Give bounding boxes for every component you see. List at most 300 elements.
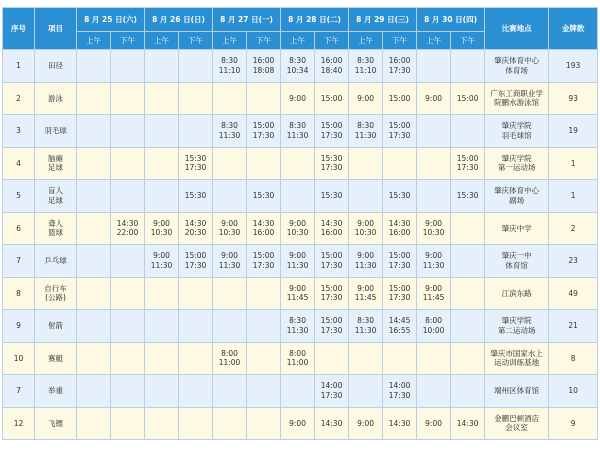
cell-line: 肇庆体育中心 <box>494 56 540 66</box>
cell-line: 足球 <box>48 163 63 173</box>
event-name <box>35 342 77 375</box>
event-name <box>35 147 77 180</box>
row-number: 12 <box>3 407 35 440</box>
row-number: 7 <box>3 375 35 408</box>
cell-line: 广东工商职业学 <box>490 88 543 98</box>
time-slot <box>77 180 111 213</box>
time-slot <box>247 82 281 115</box>
cell-line: 射箭 <box>48 321 63 331</box>
time-slot <box>213 147 247 180</box>
cell-line: 肇庆中学 <box>501 223 532 233</box>
time-slot <box>213 245 247 278</box>
venue <box>485 245 549 278</box>
time-slot <box>417 180 451 213</box>
venue <box>485 82 549 115</box>
time-slot <box>281 245 315 278</box>
cell-line: 足球 <box>48 195 63 205</box>
table-row <box>3 277 598 310</box>
time-slot <box>281 50 315 83</box>
header-venue: 比赛地点 <box>485 8 549 50</box>
time-slot <box>417 310 451 343</box>
table-row <box>3 180 598 213</box>
header-day: 8 月 30 日(四) <box>417 8 485 32</box>
medal-count: 193 <box>549 50 598 83</box>
cell-line: 14:30 <box>320 218 343 228</box>
time-slot <box>111 180 145 213</box>
time-slot <box>111 277 145 310</box>
cell-line: 肇庆学院 <box>501 316 532 326</box>
cell-line: 乒乓球 <box>44 256 67 266</box>
cell-line: 运动训练基地 <box>494 358 540 368</box>
time-slot <box>383 375 417 408</box>
cell-line: 9:00 <box>289 418 306 428</box>
time-slot <box>315 342 349 375</box>
time-slot <box>145 147 179 180</box>
time-slot <box>111 50 145 83</box>
time-slot <box>179 180 213 213</box>
time-slot <box>349 147 383 180</box>
time-slot <box>111 342 145 375</box>
medal-count: 9 <box>549 407 598 440</box>
time-slot <box>281 342 315 375</box>
time-slot <box>383 147 417 180</box>
cell-line: 15:30 <box>456 191 479 201</box>
time-slot <box>179 407 213 440</box>
cell-line: 15:00 <box>320 251 343 261</box>
time-slot <box>315 407 349 440</box>
competition-schedule-table <box>2 7 598 440</box>
time-slot <box>281 147 315 180</box>
cell-line: 9:00 <box>357 418 374 428</box>
table-body <box>3 50 598 440</box>
header-day: 8 月 27 日(一) <box>213 8 281 32</box>
event-name <box>35 375 77 408</box>
time-slot <box>451 180 485 213</box>
time-slot <box>383 407 417 440</box>
time-slot <box>179 212 213 245</box>
header-no: 序号 <box>3 8 35 50</box>
time-slot <box>281 277 315 310</box>
time-slot <box>315 245 349 278</box>
medal-count: 21 <box>549 310 598 343</box>
header-medals: 金牌数 <box>549 8 598 50</box>
time-slot <box>111 245 145 278</box>
time-slot <box>417 212 451 245</box>
cell-line: 15:00 <box>320 121 343 131</box>
cell-line: 16:00 <box>320 228 343 238</box>
medal-count: 1 <box>549 180 598 213</box>
time-slot <box>451 50 485 83</box>
header-pm: 下午 <box>383 32 417 50</box>
time-slot <box>77 212 111 245</box>
time-slot <box>179 115 213 148</box>
cell-line: 9:00 <box>425 283 442 293</box>
cell-line: 8:30 <box>221 56 238 66</box>
cell-line: 17:30 <box>320 390 343 400</box>
time-slot <box>451 115 485 148</box>
venue <box>485 212 549 245</box>
time-slot <box>315 277 349 310</box>
time-slot <box>281 82 315 115</box>
cell-line: 第一运动场 <box>497 163 536 173</box>
cell-line: 15:30 <box>320 191 343 201</box>
table-row <box>3 342 598 375</box>
header-day: 8 月 26 日(日) <box>145 8 213 32</box>
time-slot <box>213 407 247 440</box>
cell-line: 副场 <box>509 195 525 205</box>
time-slot <box>417 342 451 375</box>
cell-line: 17:30 <box>320 163 343 173</box>
time-slot <box>383 50 417 83</box>
venue <box>485 310 549 343</box>
row-number: 2 <box>3 82 35 115</box>
cell-line: 8:30 <box>357 316 374 326</box>
cell-line: 15:30 <box>184 191 207 201</box>
time-slot <box>315 310 349 343</box>
cell-line: 院鹏水游泳馆 <box>494 98 540 108</box>
cell-line: 飞镖 <box>48 418 63 428</box>
cell-line: 17:30 <box>320 260 343 270</box>
time-slot <box>213 277 247 310</box>
row-number: 8 <box>3 277 35 310</box>
cell-line: 17:30 <box>388 130 411 140</box>
cell-line: 16:00 <box>320 56 343 66</box>
time-slot <box>281 407 315 440</box>
row-number: 5 <box>3 180 35 213</box>
cell-line: 17:30 <box>184 260 207 270</box>
time-slot <box>247 147 281 180</box>
cell-line: 15:30 <box>388 191 411 201</box>
time-slot <box>145 82 179 115</box>
cell-line: 8:30 <box>289 56 306 66</box>
cell-line: 17:30 <box>388 293 411 303</box>
cell-line: 第二运动场 <box>497 325 536 335</box>
medal-count: 10 <box>549 375 598 408</box>
row-number: 7 <box>3 245 35 278</box>
time-slot <box>349 115 383 148</box>
cell-line: 11:30 <box>218 130 241 140</box>
cell-line: 9:00 <box>357 283 374 293</box>
time-slot <box>213 212 247 245</box>
cell-line: 14:30 <box>388 218 411 228</box>
time-slot <box>451 407 485 440</box>
time-slot <box>417 50 451 83</box>
time-slot <box>383 82 417 115</box>
cell-line: 10:30 <box>354 228 377 238</box>
table-header <box>3 8 598 50</box>
cell-line: 11:10 <box>218 65 241 75</box>
cell-line: 17:30 <box>184 163 207 173</box>
cell-line: 肇庆一中 <box>501 251 532 261</box>
time-slot <box>77 375 111 408</box>
cell-line: 17:30 <box>320 293 343 303</box>
cell-line: 14:30 <box>456 418 479 428</box>
event-name <box>35 277 77 310</box>
time-slot <box>383 277 417 310</box>
time-slot <box>77 277 111 310</box>
time-slot <box>281 375 315 408</box>
time-slot <box>281 180 315 213</box>
cell-line: 10:00 <box>422 325 445 335</box>
time-slot <box>349 342 383 375</box>
cell-line: 16:00 <box>388 228 411 238</box>
cell-line: 举重 <box>48 386 63 396</box>
row-number: 9 <box>3 310 35 343</box>
table-row <box>3 245 598 278</box>
venue <box>485 375 549 408</box>
cell-line: 10:30 <box>218 228 241 238</box>
cell-line: 15:00 <box>252 251 275 261</box>
time-slot <box>77 82 111 115</box>
cell-line: 8:30 <box>357 56 374 66</box>
table-row <box>3 82 598 115</box>
cell-line: 14:45 <box>388 316 411 326</box>
time-slot <box>383 180 417 213</box>
time-slot <box>179 245 213 278</box>
header-pm: 下午 <box>179 32 213 50</box>
header-day: 8 月 28 日(二) <box>281 8 349 32</box>
cell-line: 14:30 <box>184 218 207 228</box>
header-am: 上午 <box>145 32 179 50</box>
time-slot <box>247 407 281 440</box>
cell-line: 15:00 <box>320 316 343 326</box>
time-slot <box>213 342 247 375</box>
table-row <box>3 115 598 148</box>
cell-line: 肇庆市国家水上 <box>490 348 543 358</box>
cell-line: 17:30 <box>388 390 411 400</box>
event-name <box>35 50 77 83</box>
cell-line: 聋人 <box>48 218 63 228</box>
cell-line: 肇庆学院 <box>501 121 532 131</box>
row-number: 6 <box>3 212 35 245</box>
cell-line: 脑瘫 <box>48 153 63 163</box>
cell-line: 11:00 <box>218 358 241 368</box>
cell-line: 15:00 <box>456 93 479 103</box>
time-slot <box>111 310 145 343</box>
cell-line: 17:30 <box>320 325 343 335</box>
header-event: 项目 <box>35 8 77 50</box>
time-slot <box>145 245 179 278</box>
cell-line: 14:00 <box>320 381 343 391</box>
time-slot <box>179 147 213 180</box>
time-slot <box>179 310 213 343</box>
header-pm: 下午 <box>111 32 145 50</box>
time-slot <box>77 245 111 278</box>
cell-line: 18:40 <box>320 65 343 75</box>
cell-line: 11:45 <box>354 293 377 303</box>
cell-line: 15:30 <box>252 191 275 201</box>
cell-line: 9:00 <box>221 218 238 228</box>
time-slot <box>417 115 451 148</box>
event-name <box>35 115 77 148</box>
time-slot <box>145 115 179 148</box>
venue <box>485 180 549 213</box>
cell-line: 17:30 <box>388 65 411 75</box>
cell-line: 11:45 <box>422 293 445 303</box>
time-slot <box>383 115 417 148</box>
time-slot <box>281 310 315 343</box>
cell-line: 11:30 <box>286 260 309 270</box>
time-slot <box>451 212 485 245</box>
cell-line: 11:30 <box>286 130 309 140</box>
time-slot <box>349 180 383 213</box>
cell-line: 16:00 <box>252 228 275 238</box>
medal-count: 49 <box>549 277 598 310</box>
cell-line: 15:00 <box>388 93 411 103</box>
cell-line: 16:00 <box>252 56 275 66</box>
time-slot <box>315 212 349 245</box>
cell-line: 15:00 <box>388 121 411 131</box>
cell-line: 赛艇 <box>48 353 63 363</box>
time-slot <box>111 407 145 440</box>
cell-line: 8:30 <box>357 121 374 131</box>
time-slot <box>417 82 451 115</box>
cell-line: 11:45 <box>286 293 309 303</box>
row-number: 1 <box>3 50 35 83</box>
time-slot <box>179 82 213 115</box>
time-slot <box>247 212 281 245</box>
cell-line: 9:00 <box>289 93 306 103</box>
time-slot <box>383 212 417 245</box>
cell-line: 15:00 <box>388 251 411 261</box>
time-slot <box>349 245 383 278</box>
cell-line: 22:00 <box>116 228 139 238</box>
time-slot <box>111 82 145 115</box>
table-row <box>3 212 598 245</box>
table-row <box>3 310 598 343</box>
row-number: 4 <box>3 147 35 180</box>
cell-line: 16:55 <box>388 325 411 335</box>
cell-line: 9:00 <box>289 283 306 293</box>
cell-line: 14:30 <box>116 218 139 228</box>
cell-line: 8:30 <box>289 121 306 131</box>
cell-line: 15:00 <box>184 251 207 261</box>
time-slot <box>451 245 485 278</box>
time-slot <box>145 180 179 213</box>
cell-line: 15:00 <box>252 121 275 131</box>
time-slot <box>111 212 145 245</box>
event-name <box>35 407 77 440</box>
medal-count: 8 <box>549 342 598 375</box>
time-slot <box>77 407 111 440</box>
time-slot <box>349 310 383 343</box>
time-slot <box>77 342 111 375</box>
cell-line: 9:00 <box>153 251 170 261</box>
time-slot <box>247 180 281 213</box>
cell-line: 9:00 <box>153 218 170 228</box>
time-slot <box>77 50 111 83</box>
time-slot <box>145 375 179 408</box>
cell-line: 9:00 <box>357 251 374 261</box>
cell-line: 自行车 <box>44 283 67 293</box>
cell-line: 羽毛球 <box>44 126 67 136</box>
time-slot <box>451 342 485 375</box>
event-name <box>35 245 77 278</box>
table-row <box>3 407 598 440</box>
medal-count: 93 <box>549 82 598 115</box>
time-slot <box>145 212 179 245</box>
time-slot <box>451 375 485 408</box>
time-slot <box>179 277 213 310</box>
medal-count: 1 <box>549 147 598 180</box>
cell-line: 8:30 <box>221 121 238 131</box>
time-slot <box>451 147 485 180</box>
cell-line: 11:30 <box>150 260 173 270</box>
cell-line: 9:00 <box>425 251 442 261</box>
cell-line: 8:00 <box>289 348 306 358</box>
cell-line: 15:30 <box>320 153 343 163</box>
cell-line: 肇庆学院 <box>501 153 532 163</box>
time-slot <box>349 407 383 440</box>
header-day: 8 月 29 日(三) <box>349 8 417 32</box>
cell-line: 9:00 <box>289 218 306 228</box>
cell-line: 篮球 <box>48 228 63 238</box>
time-slot <box>77 310 111 343</box>
time-slot <box>247 115 281 148</box>
cell-line: 10:30 <box>422 228 445 238</box>
time-slot <box>111 147 145 180</box>
cell-line: 肇庆体育中心 <box>494 186 540 196</box>
time-slot <box>247 50 281 83</box>
venue <box>485 342 549 375</box>
time-slot <box>145 310 179 343</box>
medal-count: 19 <box>549 115 598 148</box>
header-pm: 下午 <box>315 32 349 50</box>
cell-line: 端州区体育馆 <box>494 386 540 396</box>
cell-line: 盲人 <box>48 186 63 196</box>
cell-line: 8:30 <box>289 316 306 326</box>
time-slot <box>417 245 451 278</box>
time-slot <box>315 180 349 213</box>
cell-line: 游泳 <box>48 93 63 103</box>
table-row <box>3 375 598 408</box>
cell-line: 15:00 <box>456 153 479 163</box>
time-slot <box>383 245 417 278</box>
cell-line: 14:30 <box>388 418 411 428</box>
cell-line: 江滨东路 <box>501 288 532 298</box>
cell-line: 8:00 <box>425 316 442 326</box>
time-slot <box>179 342 213 375</box>
time-slot <box>111 375 145 408</box>
row-number: 3 <box>3 115 35 148</box>
cell-line: 15:00 <box>320 93 343 103</box>
time-slot <box>77 115 111 148</box>
event-name <box>35 180 77 213</box>
time-slot <box>213 82 247 115</box>
cell-line: 20:30 <box>184 228 207 238</box>
table-row <box>3 50 598 83</box>
time-slot <box>247 310 281 343</box>
medal-count: 2 <box>549 212 598 245</box>
cell-line: 14:00 <box>388 381 411 391</box>
cell-line: 9:00 <box>357 93 374 103</box>
time-slot <box>349 375 383 408</box>
venue <box>485 407 549 440</box>
cell-line: 16:00 <box>388 56 411 66</box>
time-slot <box>213 115 247 148</box>
time-slot <box>417 375 451 408</box>
header-am: 上午 <box>417 32 451 50</box>
time-slot <box>247 342 281 375</box>
cell-line: 体育馆 <box>505 260 528 270</box>
cell-line: 田径 <box>48 61 63 71</box>
time-slot <box>77 147 111 180</box>
cell-line: 10:30 <box>286 228 309 238</box>
cell-line: 11:30 <box>354 130 377 140</box>
cell-line: 17:30 <box>252 130 275 140</box>
time-slot <box>213 310 247 343</box>
venue <box>485 147 549 180</box>
